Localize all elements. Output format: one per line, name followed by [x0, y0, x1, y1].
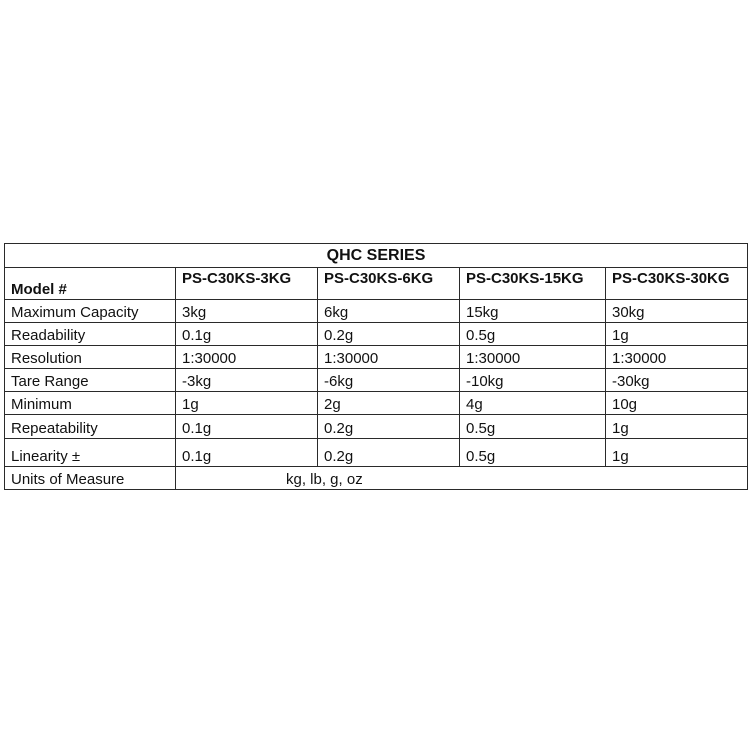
table-row [5, 392, 748, 415]
cell-value: 0.1g [176, 415, 318, 439]
cell-value: 1:30000 [176, 346, 318, 369]
cell-value: 1:30000 [460, 346, 606, 369]
cell-value: -30kg [606, 369, 748, 392]
row-label: Resolution [5, 346, 176, 369]
cell-value: 6kg [318, 300, 460, 323]
title-row [5, 244, 748, 268]
table-row [5, 346, 748, 369]
cell-value: 0.2g [318, 415, 460, 439]
row-label: Readability [5, 323, 176, 346]
model-header-label: Model # [5, 268, 176, 300]
cell-value: 1g [606, 323, 748, 346]
cell-value: 0.1g [176, 323, 318, 346]
units-row [5, 467, 748, 490]
cell-value: 0.1g [176, 439, 318, 467]
header-row [5, 268, 748, 300]
row-label: Linearity ± [5, 439, 176, 467]
cell-value: 1g [606, 439, 748, 467]
table-row [5, 323, 748, 346]
model-name: PS-C30KS-6KG [318, 268, 460, 300]
cell-value: 10g [606, 392, 748, 415]
table-row [5, 369, 748, 392]
cell-value: 0.5g [460, 415, 606, 439]
cell-value: 0.5g [460, 439, 606, 467]
cell-value: 1g [606, 415, 748, 439]
cell-value: 1g [176, 392, 318, 415]
cell-value: 0.2g [318, 439, 460, 467]
row-label: Tare Range [5, 369, 176, 392]
cell-value: 1:30000 [606, 346, 748, 369]
table-row [5, 439, 748, 467]
cell-value: -3kg [176, 369, 318, 392]
spec-table [4, 243, 748, 490]
cell-value: 15kg [460, 300, 606, 323]
table-title: QHC SERIES [5, 244, 748, 268]
cell-value: 3kg [176, 300, 318, 323]
row-label: Units of Measure [5, 467, 176, 490]
cell-value: -6kg [318, 369, 460, 392]
row-label: Minimum [5, 392, 176, 415]
table-row [5, 415, 748, 439]
model-name: PS-C30KS-15KG [460, 268, 606, 300]
cell-value: 1:30000 [318, 346, 460, 369]
cell-value: -10kg [460, 369, 606, 392]
cell-value: 30kg [606, 300, 748, 323]
model-name: PS-C30KS-3KG [176, 268, 318, 300]
model-name: PS-C30KS-30KG [606, 268, 748, 300]
row-label: Maximum Capacity [5, 300, 176, 323]
cell-value: 0.5g [460, 323, 606, 346]
units-value: kg, lb, g, oz [176, 467, 748, 490]
table-row [5, 300, 748, 323]
row-label: Repeatability [5, 415, 176, 439]
cell-value: 0.2g [318, 323, 460, 346]
cell-value: 4g [460, 392, 606, 415]
cell-value: 2g [318, 392, 460, 415]
